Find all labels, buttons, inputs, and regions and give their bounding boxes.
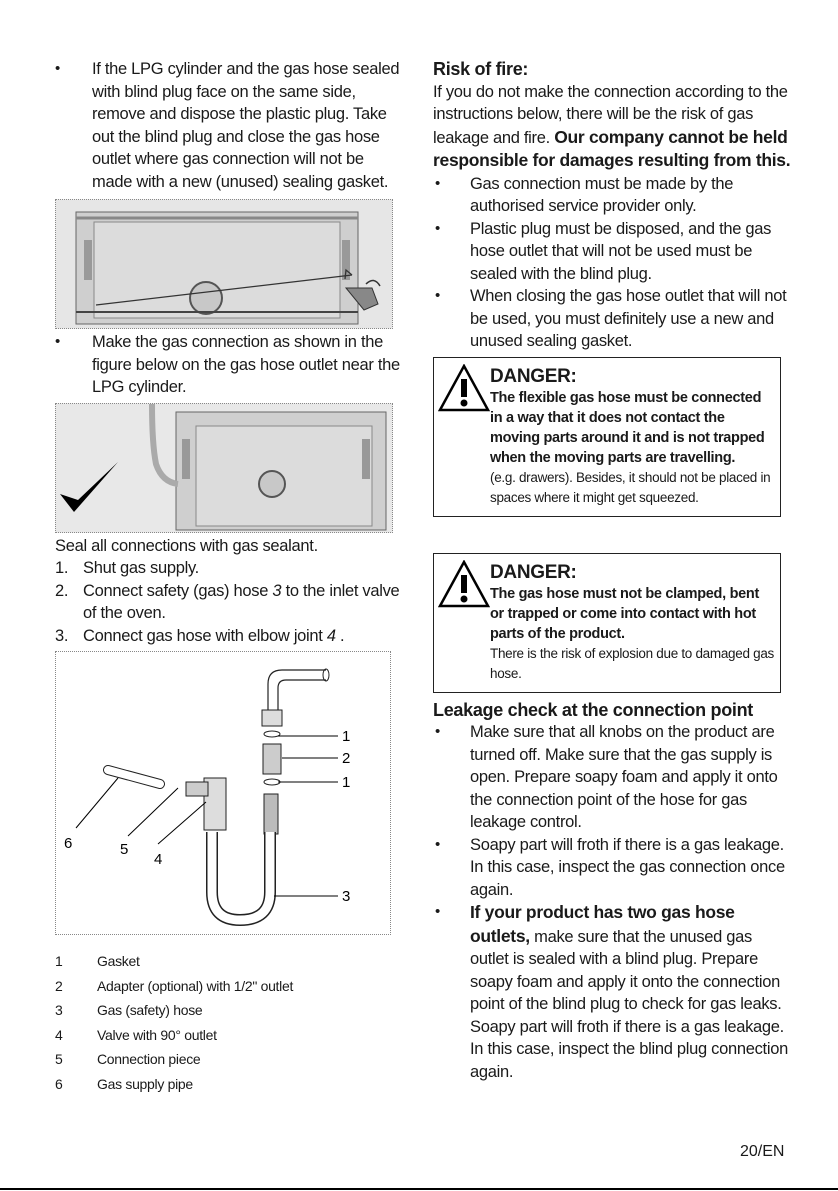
gas-hose-diagram [55,651,391,935]
warning-triangle-icon [438,364,490,412]
parts-row: 1 Gasket [55,953,140,969]
bottom-divider [0,1188,838,1190]
danger-box-hose-clamping [433,553,781,693]
step-2: 2. Connect safety (gas) hose 3 to the inlet valve of the oven. [55,581,400,622]
diagram-label-2: 2 [342,750,351,767]
step-1: 1. Shut gas supply. [55,559,199,577]
parts-row: 6 Gas supply pipe [55,1075,193,1092]
danger-title: DANGER: [490,561,577,583]
step-3: 3. Connect gas hose with elbow joint 4 . [55,626,345,645]
oven-back-illustration [56,200,392,328]
diagram-label-6: 6 [64,835,73,852]
left-column [55,58,400,1096]
leak-bullet: • If your product has two gas hose outlets, make sure that the unused gas outlet is sealed with a blind plug. Prepare soapy foam and apply it onto the connection point of the blind plug to check for gas leaks. Soapy part will froth if there is a gas leakage. In this case, inspect the blind plug connection again. [433,901,793,1083]
danger-box-hose-routing [433,357,781,517]
danger-body-text: (e.g. drawers). Besides, it should not be placed in spaces where it might get squeezed. [490,469,771,505]
seal-instruction: Seal all connections with gas sealant. [55,536,318,555]
risk-bullet: • Plastic plug must be disposed, and the gas hose outlet that will not be used must be sealed with the blind plug. [433,218,793,286]
oven-back-figure-1 [55,199,393,329]
parts-row: 5 Connection piece [55,1051,201,1067]
warning-triangle-icon [438,560,490,608]
parts-row: 3 Gas (safety) hose [55,1002,203,1018]
danger-bold-text: The gas hose must not be clamped, bent or trapped or come into contact with hot parts of the product. [490,585,759,642]
diagram-label-4: 4 [154,851,163,868]
connection-check-illustration [56,404,392,532]
bullet-remove-plug: • If the LPG cylinder and the gas hose sealed with blind plug face on the same side, remove and dispose the plastic plug. Take out the blind plug and close the gas hose outlet where gas connection will not be made with a new (unused) sealing gasket. [55,58,400,193]
hose-assembly-diagram [56,652,390,934]
danger-title: DANGER: [490,365,577,387]
parts-legend [55,949,400,1096]
page-number: 20/EN [740,1143,785,1160]
risk-bullet: • Gas connection must be made by the authorised service provider only. [433,173,793,218]
leak-bullet: • Make sure that all knobs on the product are turned off. Make sure that the gas supply is open. Prepare soapy foam and apply it onto the connection point of the hose for gas leakage control. [433,721,793,834]
diagram-label-5: 5 [120,841,129,858]
risk-heading: Risk of fire: [433,59,529,79]
diagram-label-1a: 1 [342,728,351,745]
parts-row: 2 Adapter (optional) with 1/2" outlet [55,977,294,994]
risk-bullet: • When closing the gas hose outlet that will not be used, you must definitely use a new and unused sealing gasket. [433,285,793,353]
bullet-make-connection: • Make the gas connection as shown in the figure below on the gas hose outlet near the LPG cylinder. [55,331,400,399]
leak-heading: Leakage check at the connection point [433,699,753,720]
right-column [433,58,793,1083]
leak-bullet: • Soapy part will froth if there is a gas leakage. In this case, inspect the gas connection once again. [433,834,793,902]
danger-bold-text: The flexible gas hose must be connected in a way that it does not contact the moving parts around it and is not trapped when the moving parts are travelling. [490,389,765,466]
diagram-label-3: 3 [342,888,351,905]
risk-paragraph: If you do not make the connection according to the instructions below, there will be the risk of gas leakage and fire. Our company cannot be held responsible for damages resulting from this. [433,82,791,170]
oven-back-figure-2 [55,403,393,533]
parts-row: 4 Valve with 90° outlet [55,1026,217,1043]
danger-body-text: There is the risk of explosion due to damaged gas hose. [490,645,774,681]
diagram-label-1b: 1 [342,774,351,791]
